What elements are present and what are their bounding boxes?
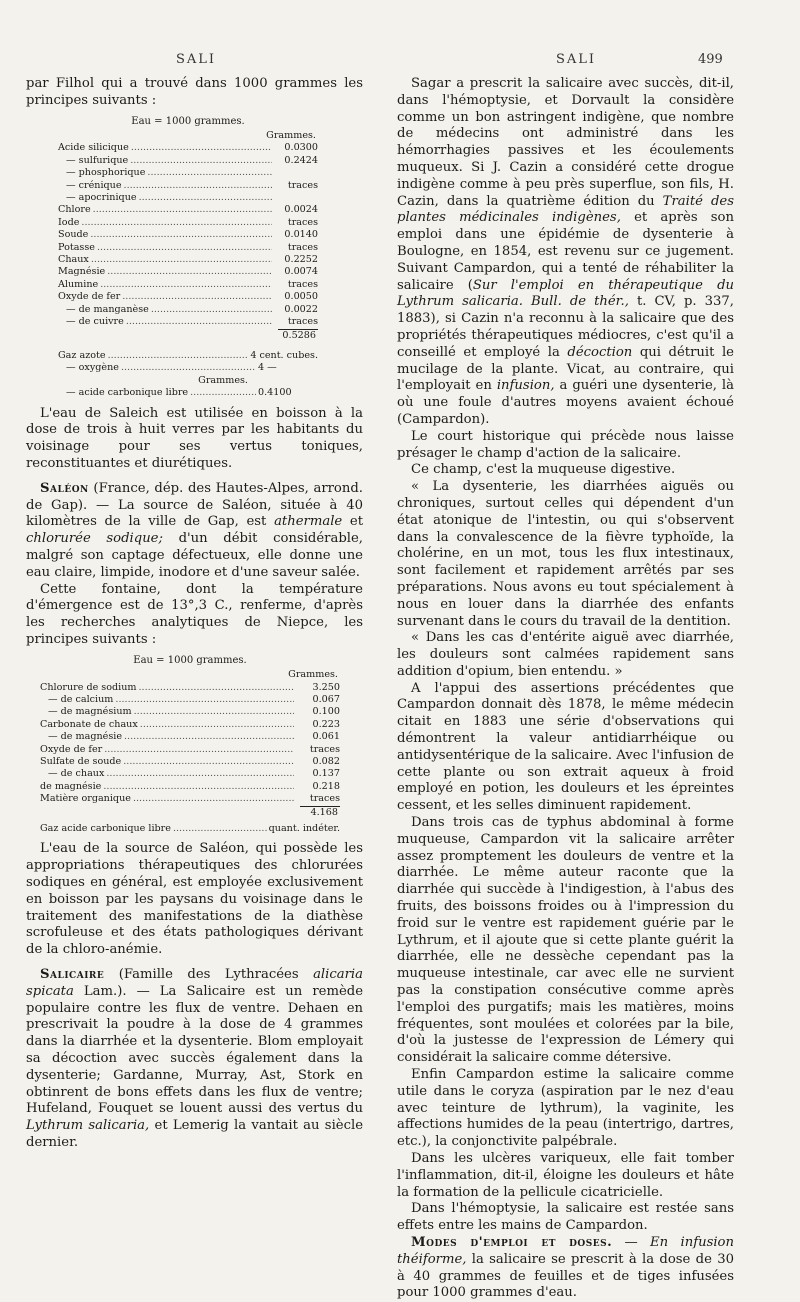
running-header-left: SALI	[176, 52, 217, 67]
para-italic: Traité des plantes médicinales indigènes,	[397, 193, 734, 226]
entry-italic: chlorurée sodique;	[26, 531, 163, 547]
analysis-table-saleon	[40, 655, 340, 836]
table-row	[58, 304, 318, 316]
table-rows	[58, 142, 318, 328]
row-name: Iode	[58, 216, 80, 228]
para-text: t. CV, p. 337, 1883), si Cazin n'a reconnu à la salicaire que des propriétés thérapeutiques médiocres, c'est qu'il a conseillé et employé la	[397, 294, 734, 360]
row-name: Chlorure de sodium	[40, 681, 137, 693]
entry-salicaire	[26, 967, 363, 1152]
table-row	[40, 768, 340, 780]
paragraph: Le court historique qui précède nous laisse présager le champ d'action de la salicaire.	[397, 428, 734, 461]
para-text: Sagar a prescrit la salicaire avec succès, dit-il, dans l'hémoptysie, et Dorvault la considère comme un bon astringent indigène, que nombre de médecins ont administré dans les hémorrhagies passives et les écoulements muqueux. Si J. Cazin a considéré cette drogue indigène comme à peu près superflue, son fils, H. Cazin, dans la quatrième édition du	[397, 76, 734, 209]
paragraph-sagar	[397, 76, 734, 429]
row-value: 0.0024	[284, 204, 318, 216]
row-value: 0.082	[312, 755, 340, 767]
leader-dots	[90, 229, 272, 241]
row-name: Gaz acide carbonique libre	[40, 822, 171, 834]
leader-dots	[124, 180, 272, 192]
row-name: — de chaux	[48, 768, 105, 780]
entry-heading: Salicaire	[40, 966, 105, 982]
row-value: 0.0050	[284, 291, 318, 303]
para-text: qui détruit le mucilage de la plante. Vicat, au contraire, qui l'employait en	[397, 344, 734, 394]
table-row	[58, 279, 318, 291]
entry-text: (Famille des Lythracées	[104, 966, 314, 982]
row-value: 0.0300	[284, 142, 318, 154]
table-row	[58, 142, 318, 154]
paragraph: A l'appui des assertions précédentes que Campardon donnait dès 1878, le même médecin citait en 1883 une série d'observations qui démontrent la valeur antidiarrhéique ou antidysentérique de la salicaire. Avec l'infusion de cette plante ou son extrait aqueux à froid employé en potion, les douleurs et les épreintes cessent, et les selles diminuent rapidement.	[397, 680, 734, 814]
row-name: Chlore	[58, 204, 91, 216]
table-row	[58, 316, 318, 328]
row-value: 0.100	[312, 706, 340, 718]
leader-dots	[147, 167, 272, 179]
entry-text: d'un débit considérable, malgré son captage défectueux, elle donne une eau claire, limpide, inodore et d'une saveur salée.	[26, 531, 363, 580]
entry-italic: alicaria spicata	[26, 966, 363, 999]
leader-dots	[134, 706, 294, 718]
entry-heading: Saléon	[40, 480, 89, 496]
row-name: — sulfurique	[66, 154, 129, 166]
row-value: traces	[287, 179, 318, 191]
entry-text: et	[342, 514, 364, 530]
paragraph: Ce champ, c'est la muqueuse digestive.	[411, 462, 676, 478]
leader-dots	[130, 155, 272, 167]
row-name: Carbonate de chaux	[40, 718, 138, 730]
row-name: — de magnésium	[48, 706, 132, 718]
row-name: — apocrinique	[66, 192, 137, 204]
row-name: Soude	[58, 229, 89, 241]
row-value: 4 —	[258, 362, 277, 374]
leader-dots	[93, 204, 272, 216]
row-value: traces	[309, 743, 340, 755]
para-italic: En infusion théiforme,	[397, 1234, 734, 1267]
paragraph: Dans trois cas de typhus abdominal à forme muqueuse, Campardon vit la salicaire arrêter assez promptement les douleurs de ventre et la diarrhée. Le même auteur raconte que la diarrhée qui succède à l'indigestion, à l'abus des fruits, des boissons froides ou à l'impression du froid sur le ventre est rapidement guérie par le Lythrum, et il ajoute que si cette plante guérit la diarrhée, elle ne dessèche cependant pas la muqueuse intestinale, car avec elle ne survient pas la constipation consécutive comme après l'emploi des purgatifs; mais les matières, moins fréquentes, sont moulées et colorées par la bile, d'où la justesse de l'expression de Lémery qui considérait la salicaire comme détersive.	[397, 815, 734, 1066]
row-value: traces	[287, 216, 318, 228]
table-row	[58, 167, 318, 179]
para-text: a guéri une dysenterie, là où une foule d'autres moyens avaient échoué (Campardon).	[397, 378, 734, 427]
row-value: 0.4100	[258, 387, 292, 399]
row-value: traces	[309, 793, 340, 805]
page-number: 499	[698, 52, 723, 67]
row-value: 4 cent. cubes.	[250, 349, 318, 361]
row-name: Potasse	[58, 241, 95, 253]
paragraph-saleon-usage: L'eau de la source de Saléon, qui possède les appropriations thérapeutiques des chlorurées sodiques en général, est employée exclusivement en boisson par les paysans du voisinage dans le traitement des manifestations de la diathèse scrofuleuse et des états pathologiques dérivant de la chloro-anémie.	[26, 841, 363, 958]
table-row	[58, 217, 318, 229]
table-total: 4.168	[310, 806, 338, 818]
row-value: 0.137	[312, 768, 340, 780]
para-italic: Sur l'emploi en thérapeutique du Lythrum salicaria. Bull. de thér.,	[397, 277, 734, 310]
table-row	[40, 781, 340, 793]
leader-dots	[139, 682, 295, 694]
row-name: — oxygène	[66, 362, 119, 374]
entry-italic: athermale	[274, 514, 343, 530]
table-unit-2: Grammes.	[198, 374, 248, 386]
row-value: 0.0140	[284, 229, 318, 241]
row-name: — de cuivre	[66, 316, 124, 328]
row-value: 0.218	[312, 780, 340, 792]
row-value: 0.0022	[284, 303, 318, 315]
right-column	[397, 76, 734, 1302]
para-text: —	[612, 1234, 651, 1250]
leader-dots	[126, 316, 272, 328]
left-column	[26, 76, 363, 1152]
table-caption: Eau = 1000 grammes.	[133, 654, 247, 666]
row-name: — crénique	[66, 179, 122, 191]
table-row	[58, 254, 318, 266]
table-row	[40, 756, 340, 768]
entry-text: Lam.). — La Salicaire est un remède populaire contre les flux de ventre. Dehaen en prescrivait la poudre à la dose de 4 grammes dans la diarrhée et la dysenterie. Blom employait sa décoction avec succès également dans la dysenterie; Gardanne, Murray, Ast, Stork en obtinrent de bons effets dans les flux de ventre; Hufeland, Fouquet se louent aussi des vertus du	[26, 983, 363, 1117]
leader-dots	[173, 823, 267, 835]
leader-dots	[124, 731, 294, 743]
paragraph: Dans l'hémoptysie, la salicaire est restée sans effets entre les mains de Campardon.	[397, 1201, 734, 1234]
row-name: Alumine	[58, 278, 99, 290]
paragraph: Enfin Campardon estime la salicaire comme utile dans le coryza (aspiration par le nez d'eau avec teinture de lythrum), la vaginite, les affections humides de la peau (intertrigo, dartres, etc.), la conjonctivite palpébrale.	[397, 1067, 734, 1150]
row-name: — de calcium	[48, 693, 114, 705]
row-name: Acide silicique	[58, 142, 129, 154]
table-unit: Grammes.	[266, 130, 316, 141]
row-name: — de magnésie	[48, 731, 122, 743]
paragraph: Dans les ulcères variqueux, elle fait tomber l'inflammation, dit-il, éloigne les douleurs et hâte la formation de la pellicule cicatricielle.	[397, 1151, 734, 1200]
leader-dots	[133, 793, 294, 805]
table-row	[40, 706, 340, 718]
para-italic: décoction	[567, 344, 633, 360]
paragraph-modes	[397, 1235, 734, 1302]
row-name: Oxyde de fer	[40, 743, 103, 755]
row-value: 0.0074	[284, 266, 318, 278]
intro-paragraph: par Filhol qui a trouvé dans 1000 grammes les principes suivants :	[26, 76, 363, 108]
table-row	[40, 744, 340, 756]
paragraph-fontaine: Cette fontaine, dont la température d'émergence est de 13°,3 C., renferme, d'après les recherches analytiques de Niepce, les principes suivants :	[26, 581, 363, 647]
table-row	[40, 694, 340, 706]
row-value: 3.250	[312, 681, 340, 693]
table-unit: Grammes.	[288, 669, 338, 681]
table-row	[40, 793, 340, 805]
section-heading: Modes d'emploi et doses.	[411, 1234, 613, 1250]
paragraph-saleich: L'eau de Saleich est utilisée en boisson à la dose de trois à huit verres par les habitants du voisinage pour ses vertus toniques, reconstituantes et diurétiques.	[26, 405, 363, 471]
table-row	[58, 180, 318, 192]
entry-text: et Lemerig la vantait au siècle dernier.	[26, 1118, 363, 1150]
leader-dots	[190, 387, 256, 399]
row-name: Sulfate de soude	[40, 755, 122, 767]
para-text: et après son emploi dans une épidémie de dysenterie à Boulogne, en 1854, est revenu sur ce jugement. Suivant Campardon, qui a tenté de réhabiliter la salicaire (	[397, 210, 734, 293]
para-text: la salicaire se prescrit à la dose de 30 à 40 grammes de feuilles et de tiges infusées pour 1000 grammes d'eau.	[397, 1251, 734, 1301]
row-value: 0.061	[312, 731, 340, 743]
leader-dots	[91, 254, 272, 266]
leader-dots	[131, 142, 272, 154]
table-row	[58, 387, 318, 399]
analysis-table-saleich	[58, 116, 318, 400]
row-name: Matière organique	[40, 793, 131, 805]
row-name: Oxyde de fer	[58, 291, 121, 303]
gas-rows	[58, 350, 318, 375]
leader-dots	[104, 744, 294, 756]
table-row	[40, 731, 340, 743]
leader-dots	[122, 291, 272, 303]
row-name: Gaz azote	[58, 349, 106, 361]
table-caption: Eau = 1000 grammes.	[131, 115, 245, 127]
leader-dots	[121, 362, 256, 374]
table-row	[58, 242, 318, 254]
table-total: 0.5286	[282, 329, 316, 341]
row-value: 0.223	[312, 718, 340, 730]
paragraph-quote: « Dans les cas d'entérite aiguë avec diarrhée, les douleurs sont calmées rapidement sans addition d'opium, bien entendu. »	[397, 630, 734, 679]
row-name: Chaux	[58, 254, 89, 266]
leader-dots	[140, 719, 294, 731]
table-row	[40, 682, 340, 694]
leader-dots	[139, 192, 272, 204]
row-name: — acide carbonique libre	[66, 387, 189, 399]
table-row	[58, 155, 318, 167]
paragraph-quote: « La dysenterie, les diarrhées aiguës ou chroniques, surtout celles qui dépendent d'un état atonique de l'intestin, ou qui s'observent dans la convalescence de la fièvre typhoïde, la cholérine, en un mot, tous les flux intestinaux, sont facilement et rapidement arrêtés par ses préparations. Nous avons eu tout spécialement à nous en louer dans la diarrhée des enfants survenant dans le cours du travail de la dentition.	[397, 479, 734, 629]
row-value: 0.2252	[284, 254, 318, 266]
entry-text: (France, dép. des Hautes-Alpes, arrond. de Gap). — La source de Saléon, située à 40 kilomètres de la ville de Gap, est	[26, 480, 363, 530]
row-name: de magnésie	[40, 780, 102, 792]
leader-dots	[107, 266, 272, 278]
leader-dots	[106, 768, 294, 780]
table-row	[40, 823, 340, 835]
entry-italic: Lythrum salicaria,	[26, 1118, 150, 1134]
row-name: — phosphorique	[66, 167, 146, 179]
leader-dots	[108, 350, 249, 362]
table-row	[58, 291, 318, 303]
row-name: — de manganèse	[66, 303, 149, 315]
row-value: traces	[287, 241, 318, 253]
row-value: traces	[287, 278, 318, 290]
table-row	[58, 204, 318, 216]
leader-dots	[103, 781, 294, 793]
row-name: Magnésie	[58, 266, 106, 278]
table-row	[58, 266, 318, 278]
leader-dots	[151, 304, 272, 316]
row-value: quant. indéter.	[268, 822, 340, 834]
para-italic: infusion,	[496, 378, 555, 394]
row-value: 0.067	[312, 693, 340, 705]
entry-saleon	[26, 481, 363, 582]
table-row	[58, 229, 318, 241]
row-value: traces	[287, 316, 318, 328]
leader-dots	[100, 279, 272, 291]
leader-dots	[81, 217, 272, 229]
running-header-right: SALI	[556, 52, 597, 67]
row-value: 0.2424	[284, 154, 318, 166]
leader-dots	[97, 242, 272, 254]
leader-dots	[123, 756, 294, 768]
leader-dots	[115, 694, 294, 706]
table-row	[40, 719, 340, 731]
table-rows	[40, 682, 340, 806]
table-row	[58, 192, 318, 204]
table-row	[58, 350, 318, 362]
table-row	[58, 362, 318, 374]
